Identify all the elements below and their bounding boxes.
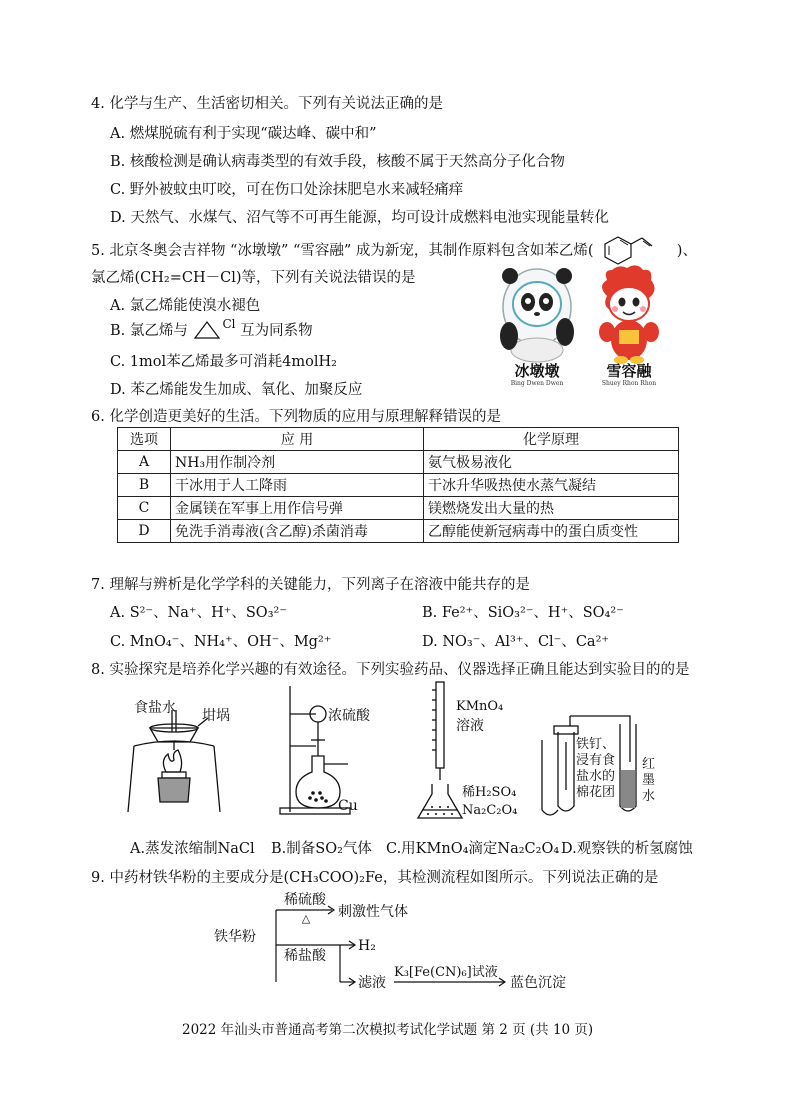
chloro-cyclopropane-icon xyxy=(192,318,222,340)
q5-option-d: D. 苯乙烯能发生加成、氧化、加聚反应 xyxy=(110,382,363,398)
label-c-solution: 溶液 xyxy=(456,718,484,734)
red-ink-fill xyxy=(621,770,635,808)
bing-dwen-dwen-icon xyxy=(500,268,574,362)
q5-stem-part1: 5. 北京冬奥会吉祥物 “冰墩墩” “雪容融” 成为新宠，其制作原料包含如苯乙烯( xyxy=(91,243,594,259)
q7-option-d: D. NO₃⁻、Al³⁺、Cl⁻、Ca²⁺ xyxy=(422,634,610,650)
q9-product-1: 刺激性气体 xyxy=(338,904,408,920)
label-b-cu: Cu xyxy=(338,798,358,814)
q5-stem-line2: 氯乙烯(CH₂=CH－Cl)等，下列有关说法错误的是 xyxy=(91,270,416,286)
q9-reagent-1: 稀硫酸 xyxy=(284,892,326,908)
label-c-na2c2o4: Na₂C₂O₄ xyxy=(462,803,518,818)
table-cell: 免洗手消毒液(含乙醇)杀菌消毒 xyxy=(171,520,424,543)
page-footer: 2022 年汕头市普通高考第二次模拟考试化学试题 第 2 页 (共 10 页) xyxy=(182,1022,594,1038)
table-header: 化学原理 xyxy=(424,428,679,451)
q8-caption-c: C.用KMnO₄滴定Na₂C₂O₄ xyxy=(386,841,560,857)
q4-option-d: D. 天然气、水煤气、沼气等不可再生能源，均可设计成燃料电池实现能量转化 xyxy=(110,210,609,226)
table-row xyxy=(118,520,679,543)
label-d-ink-1: 红 xyxy=(642,757,656,772)
q4-stem: 4. 化学与生产、生活密切相关。下列有关说法正确的是 xyxy=(91,96,443,112)
apparatus-a-evaporation xyxy=(128,710,220,812)
q9-reagent-3: K₃[Fe(CN)₆]试液 xyxy=(394,965,498,980)
mascot2-pinyin: Shuey Rhon Rhon xyxy=(601,380,657,387)
label-d-nail-1: 铁钉、 xyxy=(576,737,616,752)
q9-stem: 9. 中药材铁华粉的主要成分是(CH₃COO)₂Fe，其检测流程如图所示。下列说法正确的是 xyxy=(91,870,659,886)
q7-option-c: C. MnO₄⁻、NH₄⁺、OH⁻、Mg²⁺ xyxy=(110,634,332,650)
table-cell: C xyxy=(118,497,171,520)
table-cell: A xyxy=(118,451,171,474)
q9-product-3: 蓝色沉淀 xyxy=(510,975,566,991)
q7-option-a: A. S²⁻、Na⁺、H⁺、SO₃²⁻ xyxy=(110,605,287,621)
mascot1-pinyin: Bing Dwen Dwen xyxy=(510,380,564,387)
label-d-ink-3: 水 xyxy=(642,789,656,804)
q5-option-b-text: B. 氯乙烯与 xyxy=(110,323,188,339)
table-cell: 镁燃烧发出大量的热 xyxy=(424,497,679,520)
q8-caption-d: D.观察铁的析氢腐蚀 xyxy=(561,841,693,857)
label-c-h2so4: 稀H₂SO₄ xyxy=(462,785,517,800)
q5-option-b-tail: 互为同系物 xyxy=(240,323,313,339)
shuey-rhon-rhon-icon xyxy=(599,265,659,364)
table-cell: 干冰升华吸热使水蒸气凝结 xyxy=(424,474,679,497)
q5-option-c: C. 1mol苯乙烯最多可消耗4molH₂ xyxy=(110,354,337,370)
table-cell: D xyxy=(118,520,171,543)
label-a-salt-water: 食盐水 xyxy=(134,700,176,716)
table-cell: 乙醇能使新冠病毒中的蛋白质变性 xyxy=(424,520,679,543)
table-cell: NH₃用作制冷剂 xyxy=(171,451,424,474)
copper-pieces xyxy=(308,791,328,803)
table-header-row xyxy=(118,428,679,451)
apparatus-b-so2 xyxy=(280,686,350,814)
q7-option-b: B. Fe²⁺、SiO₃²⁻、H⁺、SO₄²⁻ xyxy=(422,605,624,621)
mascot2-name: 雪容融 xyxy=(606,362,652,380)
q8-caption-b: B.制备SO₂气体 xyxy=(271,841,372,857)
table-cell: 干冰用于人工降雨 xyxy=(171,474,424,497)
q4-option-c: C. 野外被蚊虫叮咬，可在伤口处涂抹肥皂水来减轻痛痒 xyxy=(110,182,464,198)
q4-option-b: B. 核酸检测是确认病毒类型的有效手段，核酸不属于天然高分子化合物 xyxy=(110,154,565,170)
mascot1-name: 冰墩墩 xyxy=(514,362,560,380)
label-d-nail-3: 盐水的 xyxy=(576,769,616,784)
table-header: 应 用 xyxy=(171,428,424,451)
q9-heat: △ xyxy=(301,912,311,925)
q8-stem: 8. 实验探究是培养化学兴趣的有效途径。下列实验药品、仪器选择正确且能达到实验目的的是 xyxy=(91,662,690,678)
label-d-ink-2: 墨 xyxy=(642,773,656,788)
q6-table xyxy=(117,427,679,543)
table-row xyxy=(118,451,679,474)
table-cell: B xyxy=(118,474,171,497)
q5-stem-part2: )、 xyxy=(676,243,697,259)
table-cell: 金属镁在军事上用作信号弹 xyxy=(171,497,424,520)
q5-option-a: A. 氯乙烯能使溴水褪色 xyxy=(110,298,261,314)
q5-option-b-cl: Cl xyxy=(222,317,236,331)
table-header: 选项 xyxy=(118,428,171,451)
label-d-nail-4: 棉花团 xyxy=(576,785,616,800)
olympic-mascots-image xyxy=(497,262,682,387)
label-a-crucible: 坩埚 xyxy=(202,708,230,724)
q4-option-a: A. 燃煤脱硫有利于实现“碳达峰、碳中和” xyxy=(110,126,377,142)
q9-flowchart xyxy=(210,886,610,998)
q9-start: 铁华粉 xyxy=(214,929,256,945)
table-row xyxy=(118,497,679,520)
label-c-kmno4: KMnO₄ xyxy=(456,699,504,714)
q5-option-b xyxy=(110,318,313,340)
q9-reagent-2: 稀盐酸 xyxy=(284,948,326,964)
q7-stem: 7. 理解与辨析是化学学科的关键能力，下列离子在溶液中能共存的是 xyxy=(91,577,530,593)
label-d-nail-2: 浸有食 xyxy=(576,753,616,768)
table-row xyxy=(118,474,679,497)
table-cell: 氨气极易液化 xyxy=(424,451,679,474)
q9-filtrate: 滤液 xyxy=(358,975,386,991)
q9-product-2: H₂ xyxy=(358,938,376,954)
q6-stem: 6. 化学创造更美好的生活。下列物质的应用与原理解释错误的是 xyxy=(91,409,501,425)
label-b-conc-acid: 浓硫酸 xyxy=(328,708,370,724)
q8-apparatus-figure xyxy=(110,680,710,840)
q8-caption-a: A.蒸发浓缩制NaCl xyxy=(130,841,255,857)
